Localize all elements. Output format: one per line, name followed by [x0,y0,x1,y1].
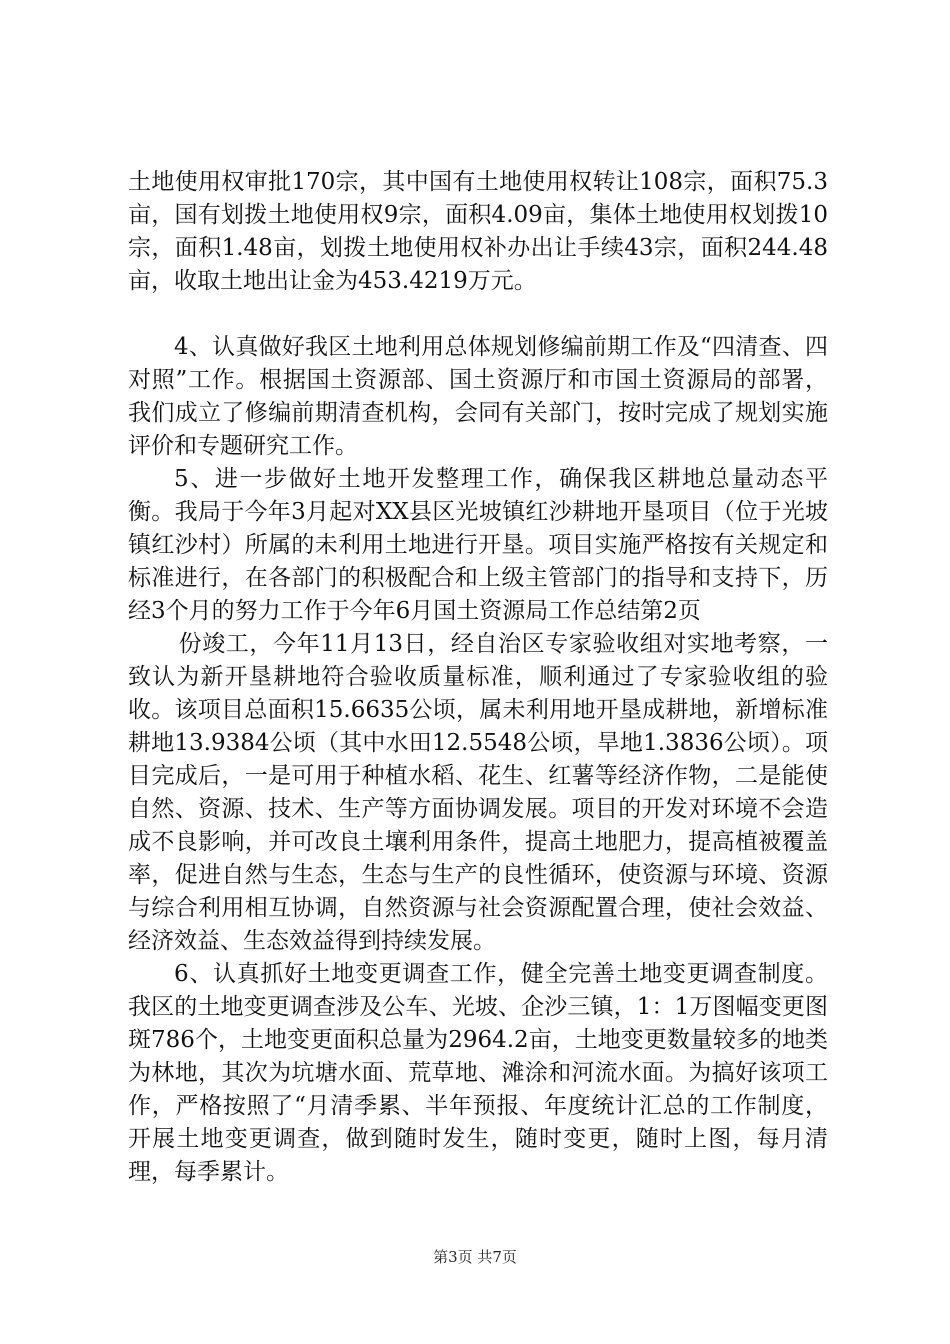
paragraph-item-4-planning: 4、认真做好我区土地利用总体规划修编前期工作及“四清查、四对照”工作。根据国土资源部、国土资源厅和市国土资源局的部署，我们成立了修编前期清查机构，会同有关部门，按时完成了规划实施评价和专题研究工作。 [128,334,828,459]
paragraph-land-approval: 土地使用权审批170宗，其中国有土地使用权转让108宗，面积75.3亩，国有划拨土地使用权9宗，面积4.09亩，集体土地使用权划拨10宗，面积1.48亩，划拨土地使用权补办出让手续43宗，面积244.48亩，收取土地出让金为453.4219万元。 [128,169,828,294]
paragraph-acceptance-continuation: 份竣工，今年11月13日，经自治区专家验收组对实地考察，一致认为新开垦耕地符合验收质量标准，顺利通过了专家验收组的验收。该项目总面积15.6635公顷，属未利用地开垦成耕地，新增标准耕地13.9384公顷（其中水田12.5548公顷，旱地1.3836公顷）。项目完成后，一是可用于种植水稻、花生、红薯等经济作物，二是能使自然、资源、技术、生产等方面协调发展。项目的开发对环境不会造成不良影响，并可改良土壤利用条件，提高土地肥力，提高植被覆盖率，促进自然与生态，生态与生产的良性循环，使资源与环境、资源与综合利用相互协调，自然资源与社会资源配置合理，使社会效益、经济效益、生态效益得到持续发展。 [128,631,828,954]
paragraph-item-6-survey: 6、认真抓好土地变更调查工作，健全完善土地变更调查制度。我区的土地变更调查涉及公车、光坡、企沙三镇，1：1万图幅变更图斑786个，土地变更面积总量为2964.2亩，土地变更数量较多的地类为林地，其次为坑塘水面、荒草地、滩涂和河流水面。为搞好该项工作，严格按照了“月清季累、半年预报、年度统计汇总的工作制度，开展土地变更调查，做到随时发生，随时变更，随时上图，每月清理，每季累计。 [128,961,828,1185]
paragraph-item-5-development: 5、进一步做好土地开发整理工作，确保我区耕地总量动态平衡。我局于今年3月起对XX县区光坡镇红沙耕地开垦项目（位于光坡镇红沙村）所属的未利用土地进行开垦。项目实施严格按有关规定和标准进行，在各部门的积极配合和上级主管部门的指导和支持下，历经3个月的努力工作于今年6月国土资源局工作总结第2页 [128,466,828,624]
document-body [128,166,828,1189]
page-number-footer: 第3页 共7页 [433,1248,517,1266]
